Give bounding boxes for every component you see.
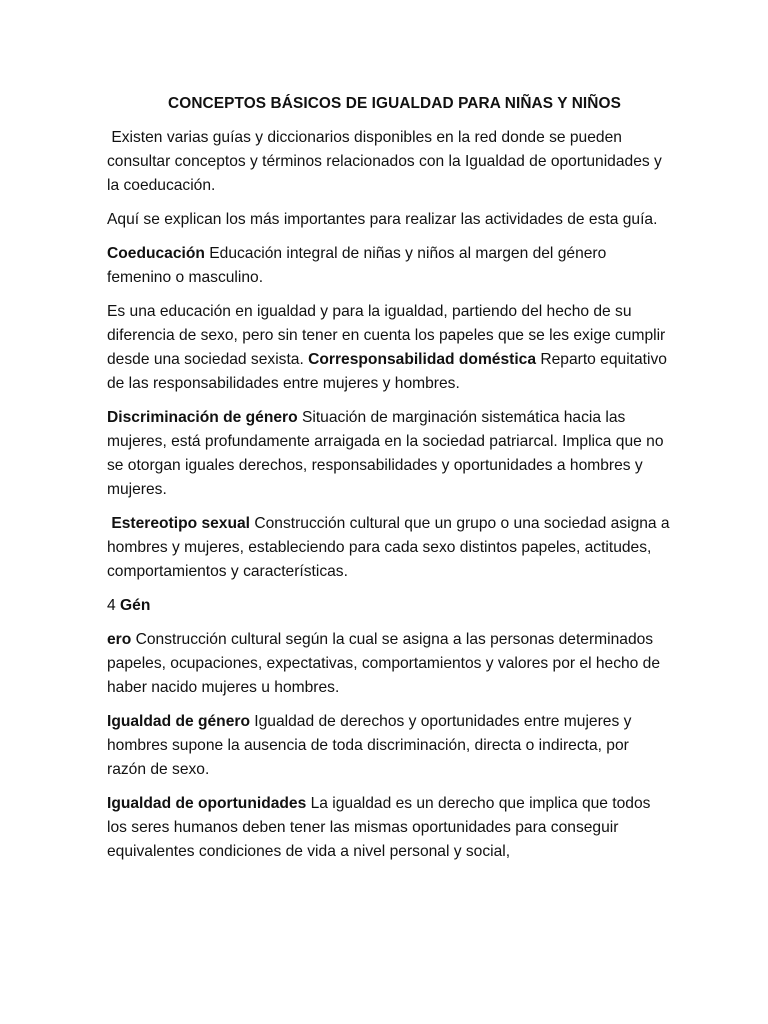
term-definition: Igualdad de derechos y oportunidades entre mujeres y hombres supone la ausencia de toda discriminación, directa o indirecta, por razón de sexo.: [107, 713, 632, 778]
intro-paragraph-2: Aquí se explican los más importantes para realizar las actividades de esta guía.: [107, 211, 658, 228]
term-label: Gén: [120, 597, 151, 614]
term-genero: [107, 628, 672, 700]
page-number-fragment: 4: [107, 597, 121, 614]
term-definition: Construcción cultural que un grupo o una sociedad asigna a hombres y mujeres, estableciendo para cada sexo distintos papeles, actitudes, comportamientos y características.: [107, 515, 674, 580]
term-definition: Construcción cultural según la cual se asigna a las personas determinados papeles, ocupaciones, expectativas, comportamientos y valores por el hecho de haber nacido mujeres u hombres.: [107, 631, 661, 696]
term-label: Discriminación de género: [107, 409, 298, 426]
term-definition: Educación integral de niñas y niños al margen del género femenino o masculino.: [107, 245, 607, 286]
term-igualdad-oportunidades: [107, 792, 672, 864]
term-discriminacion: [107, 406, 672, 502]
page-title: CONCEPTOS BÁSICOS DE IGUALDAD PARA NIÑAS Y NIÑOS: [168, 95, 621, 112]
term-coeducacion: [107, 242, 672, 290]
term-estereotipo: [107, 512, 672, 584]
term-label: ero: [107, 631, 132, 648]
intro-paragraph-1: Existen varias guías y diccionarios disponibles en la red donde se pueden consultar conceptos y términos relacionados con la Igualdad de oportunidades y la coeducación.: [107, 129, 667, 194]
term-definition: Reparto equitativo de las responsabilidades entre mujeres y hombres.: [107, 351, 667, 392]
term-definition: La igualdad es un derecho que implica que todos los seres humanos deben tener las mismas oportunidades para conseguir equivalentes condiciones de vida a nivel personal y social,: [107, 795, 651, 860]
term-label: Igualdad de género: [107, 713, 250, 730]
term-label: Estereotipo sexual: [111, 515, 251, 532]
coeducacion-continuation: Es una educación en igualdad y para la igualdad, partiendo del hecho de su diferencia de sexo, pero sin tener en cuenta los papeles que se les exige cumplir desde una sociedad sexista.: [107, 303, 666, 368]
term-label: Corresponsabilidad doméstica: [308, 351, 537, 368]
term-genero-head: [107, 594, 672, 618]
term-igualdad-genero: [107, 710, 672, 782]
term-corresponsabilidad: [107, 300, 672, 396]
term-label: Igualdad de oportunidades: [107, 795, 307, 812]
term-definition: Situación de marginación sistemática hacia las mujeres, está profundamente arraigada en la sociedad patriarcal. Implica que no se otorgan iguales derechos, responsabilidades y oportunidades a hombres y mujeres.: [107, 409, 664, 498]
term-label: Coeducación: [107, 245, 205, 262]
